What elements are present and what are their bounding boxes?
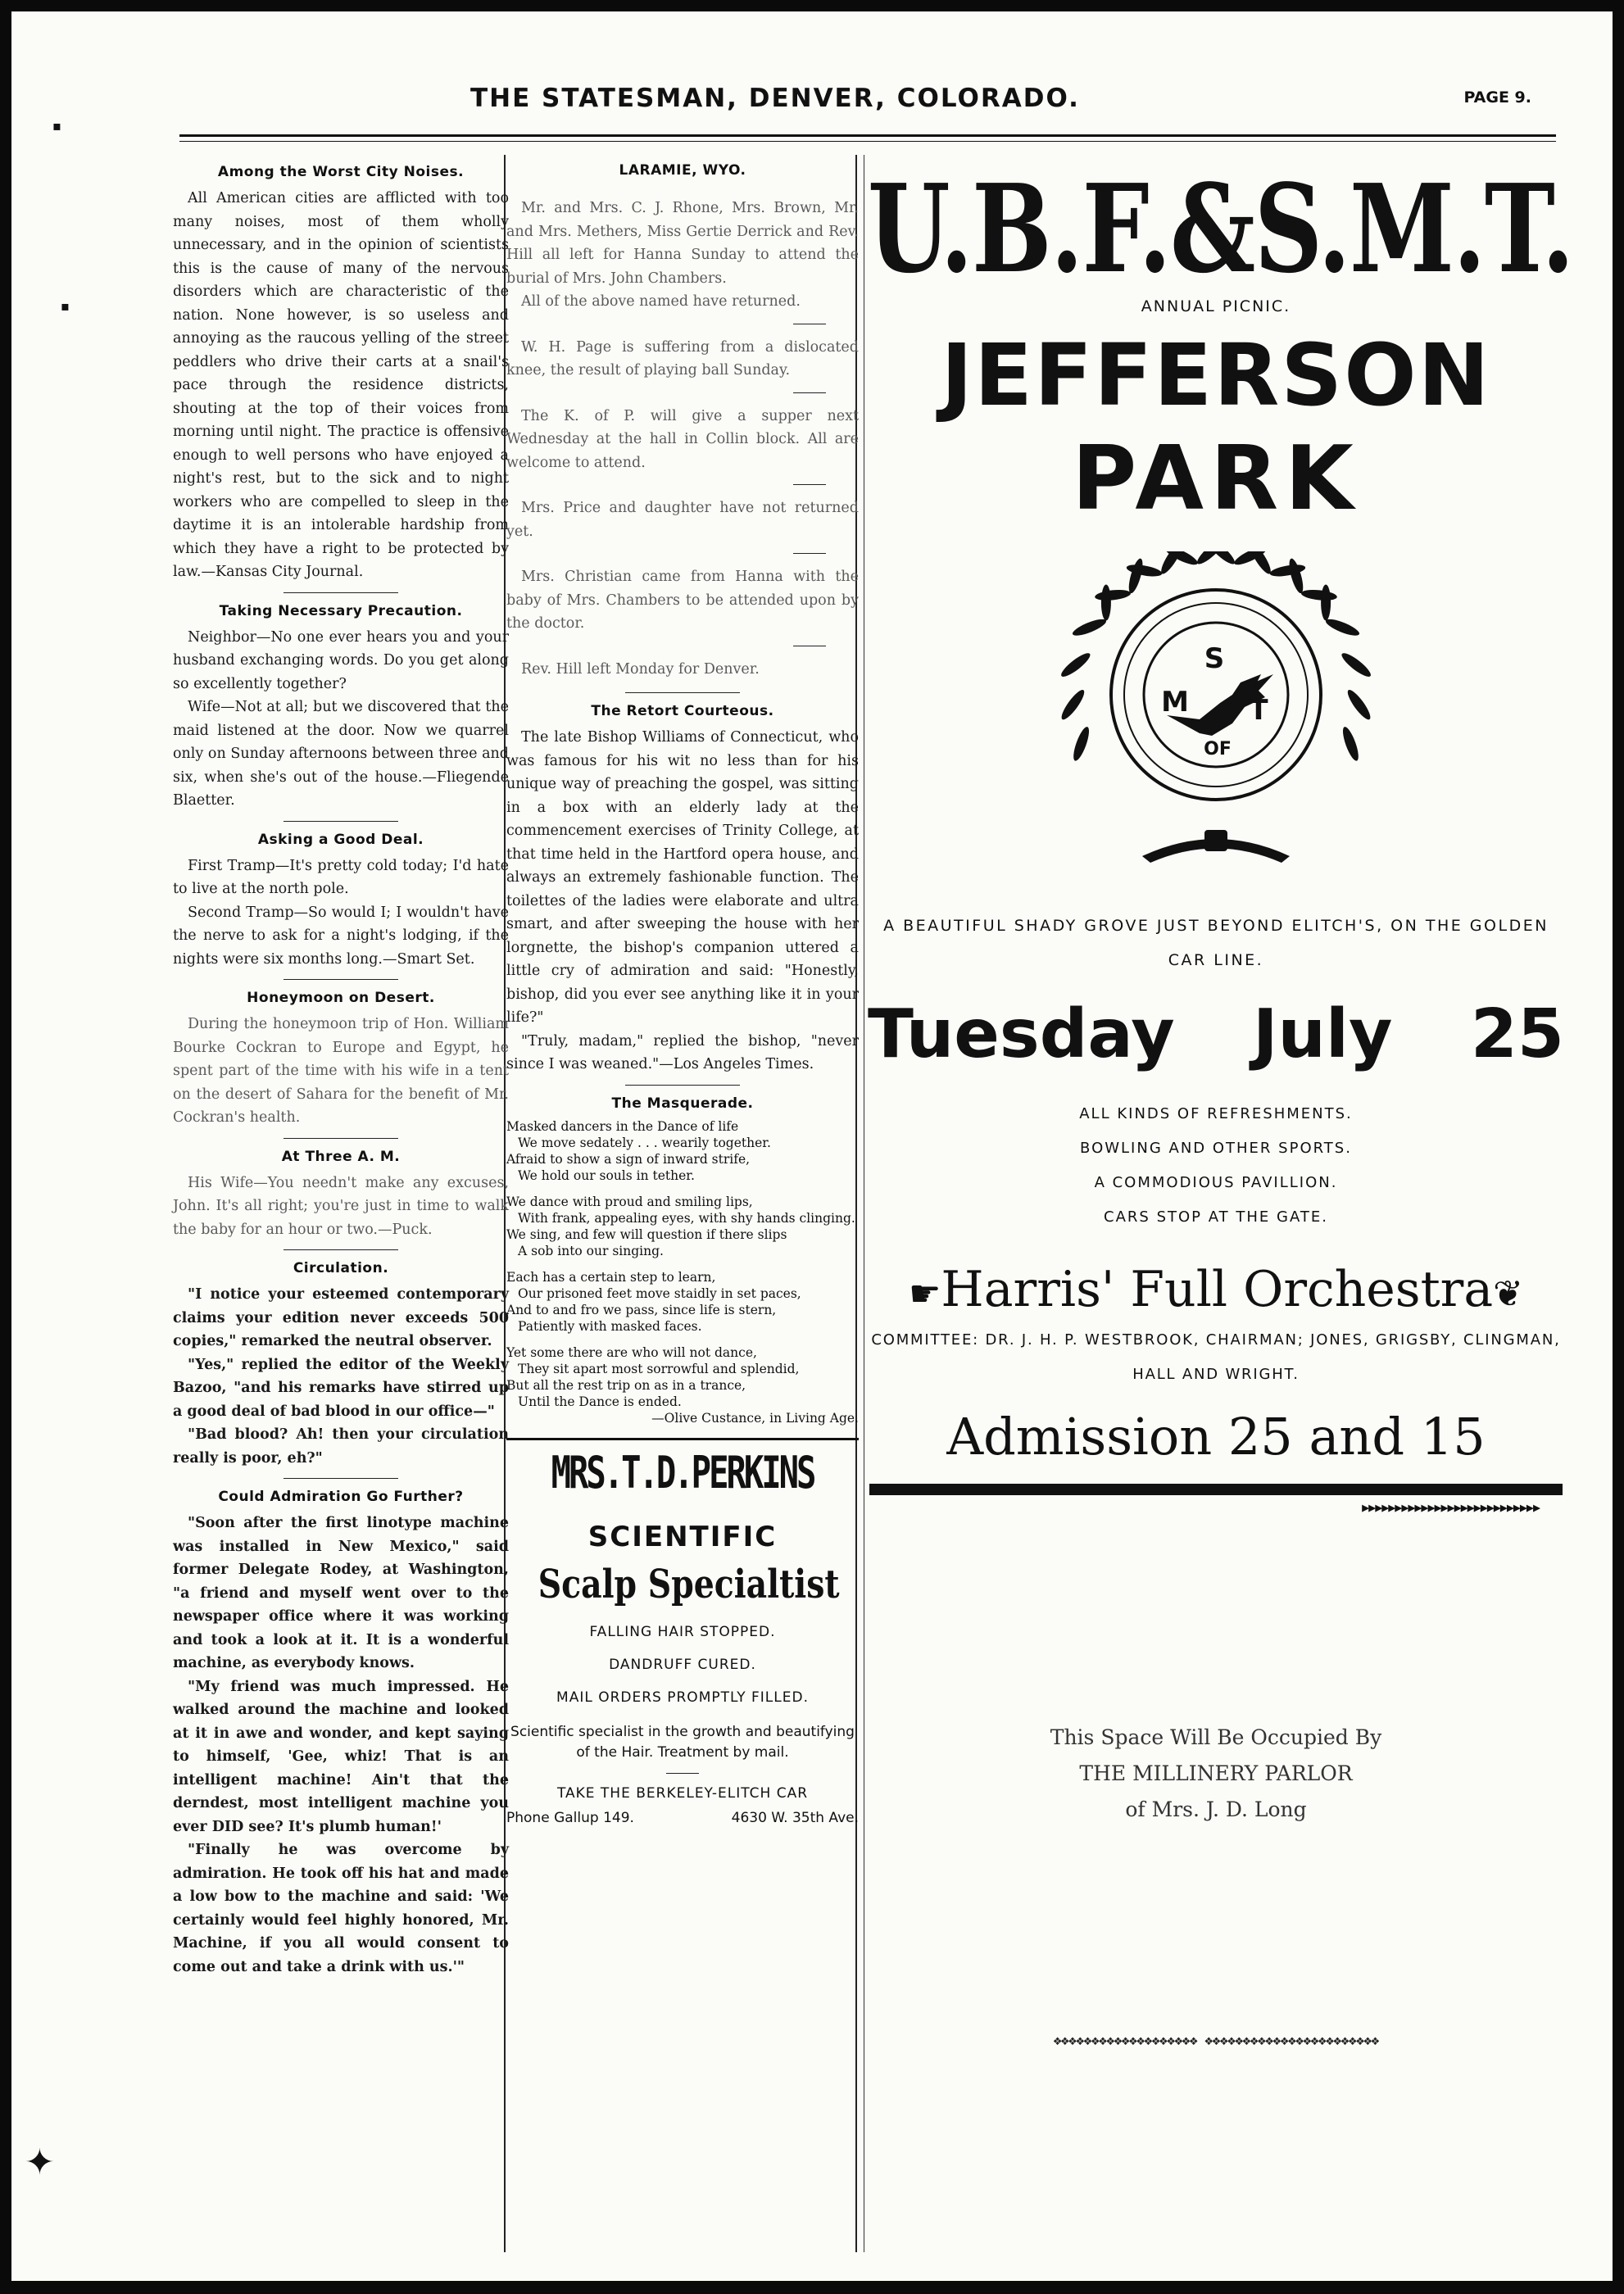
poem-line: Patiently with masked faces. — [518, 1318, 702, 1334]
millinery-line: of Mrs. J. D. Long — [1125, 1798, 1307, 1821]
poem-line: We dance with proud and smiling lips, — [506, 1194, 753, 1209]
poem-line: And to and fro we pass, since life is stern, — [506, 1302, 777, 1317]
poem-line: We sing, and few will question if there slips — [506, 1226, 787, 1242]
millinery-line: This Space Will Be Occupied By — [1050, 1725, 1382, 1749]
article-paragraph: "Truly, madam," replied the bishop, "never since I was weaned."—Los Angeles Times. — [506, 1032, 859, 1072]
millinery-line: THE MILLINERY PARLOR — [1079, 1761, 1353, 1785]
news-item: W. H. Page is suffering from a dislocated knee, the result of playing ball Sunday. — [506, 338, 859, 379]
article-paragraph: Neighbor—No one ever hears you and your husband exchanging words. Do you get along so excellently together? — [173, 628, 509, 692]
separator — [284, 1478, 398, 1479]
laramie-items — [506, 197, 859, 681]
poem-line: We hold our souls in tether. — [518, 1167, 695, 1183]
article-heading: At Three A. M. — [281, 1148, 401, 1165]
ad-annual: ANNUAL PICNIC. — [1141, 297, 1291, 315]
binding-dot-icon: ▪ — [52, 118, 61, 134]
separator — [625, 692, 740, 693]
binding-dot-icon: ▪ — [61, 298, 70, 314]
poem-line: But all the rest trip on as in a trance, — [506, 1377, 746, 1393]
ad-day: Tuesday — [868, 995, 1175, 1073]
news-item: Mrs. Christian came from Hanna with the baby of Mrs. Chambers to be attended upon by the doctor. — [506, 569, 859, 632]
separator — [284, 1249, 398, 1250]
separator — [793, 553, 826, 554]
poem-attribution: —Olive Custance, in Living Age. — [651, 1410, 859, 1426]
leaf-ornament-icon: ❦ — [1493, 1273, 1524, 1315]
ad-bottom-rule — [869, 1484, 1563, 1495]
article-paragraph: "Finally he was overcome by admiration. He took off his hat and made a low bow to the machine and said: 'We certainly would feel highly honored, Mr. Machine, if you all would consent to come out and take a drink with us.'" — [173, 1842, 509, 1975]
news-item: Mrs. Price and daughter have not returned yet. — [506, 500, 859, 540]
article-heading: Honeymoon on Desert. — [247, 990, 435, 1006]
article-paragraph: "I notice your esteemed contemporary claims your edition never exceeds 500 copies," remarked the neutral observer. — [173, 1286, 509, 1349]
poem-masquerade — [506, 1118, 859, 1426]
newspaper-page — [11, 11, 1613, 2281]
ad-date — [868, 995, 1564, 1074]
article-paragraph: "My friend was much impressed. He walked around the machine and looked at it in awe and wonder, and kept saying to himself, 'Gee, whiz! That is an intelligent machine! Ain't that the derndest, most intelligent machine you ever DID see? It's plumb human!' — [173, 1678, 509, 1835]
page-number: PAGE 9. — [1463, 88, 1531, 107]
ad-month: July — [1253, 995, 1393, 1073]
wreath-emblem-icon — [1044, 551, 1388, 895]
poem-line: We move sedately . . . wearily together. — [518, 1135, 771, 1150]
perkins-car: TAKE THE BERKELEY-ELITCH CAR — [556, 1784, 809, 1802]
ad-admission: Admission 25 and 15 — [946, 1407, 1486, 1467]
article-heading: Asking a Good Deal. — [257, 831, 424, 848]
ad-organization: U.B.F.&S.M.T. — [867, 157, 1574, 300]
perkins-phone: Phone Gallup 149. — [506, 1809, 634, 1826]
article-heading: The Retort Courteous. — [591, 703, 774, 719]
article-paragraph: "Bad blood? Ah! then your circulation really is poor, eh?" — [173, 1426, 509, 1467]
poem-line: With frank, appealing eyes, with shy hands clinging. — [518, 1210, 855, 1226]
article-paragraph: First Tramp—It's pretty cold today; I'd hate to live at the north pole. — [173, 857, 509, 897]
article-heading: Taking Necessary Precaution. — [219, 602, 463, 619]
masthead — [134, 84, 1560, 116]
column-2 — [506, 159, 859, 1826]
poem-line: Yet some there are who will not dance, — [506, 1344, 757, 1360]
emblem-letter: OF — [1204, 739, 1232, 759]
article-paragraph: All American cities are afflicted with too many noises, most of them wholly unnecessary, and in the opinion of scientists this is the cause of many of the nervous disorders which are characteristic of the nation. None however, is so useless and annoying as the raucous yelling of the street peddlers who drive their carts at a snail's pace through the residence districts, shouting at the top of their voices from morning until night. The practice is offensive enough to well persons who have enjoyed a night's rest, but to the sick and to night workers who are compelled to sleep in the daytime it is an intolerable hardship from which they have a right to be protected by law.—Kansas City Journal. — [173, 190, 509, 580]
article-heading: Could Admiration Go Further? — [218, 1489, 464, 1505]
separator — [284, 592, 398, 593]
news-item: The K. of P. will give a supper next Wednesday at the hall in Collin block. All are welcome to attend. — [506, 407, 859, 471]
news-item: All of the above named have returned. — [521, 293, 801, 310]
news-item: Rev. Hill left Monday for Denver. — [521, 660, 760, 678]
poem-line: Afraid to show a sign of inward strife, — [506, 1151, 751, 1167]
article-paragraph: "Soon after the first linotype machine was installed in New Mexico," said former Delegate Rodey, at Washington, "a friend and myself went over to the newspaper office where it was working and took a look at it. It is a wonderful machine, as everybody knows. — [173, 1515, 509, 1671]
ad-feature: ALL KINDS OF REFRESHMENTS. — [1079, 1105, 1353, 1122]
article-heading: The Masquerade. — [611, 1095, 754, 1112]
ad-feature: CARS STOP AT THE GATE. — [1104, 1208, 1328, 1226]
picnic-advertisement — [867, 157, 1574, 2049]
retort-article — [506, 726, 859, 1077]
emblem-letter: M — [1161, 686, 1189, 719]
perkins-footer — [506, 1810, 859, 1826]
emblem-letter: T — [1249, 694, 1268, 727]
ad-feature: BOWLING AND OTHER SPORTS. — [1080, 1140, 1352, 1157]
masthead-title: THE STATESMAN, DENVER, COLORADO. — [470, 84, 1080, 113]
article-heading: Among the Worst City Noises. — [217, 164, 465, 180]
article-heading: Circulation. — [293, 1260, 389, 1276]
perkins-scientific: SCIENTIFIC — [587, 1520, 778, 1553]
ad-rule — [506, 1438, 859, 1440]
poem-line: Until the Dance is ended. — [518, 1394, 682, 1409]
separator — [793, 484, 826, 485]
perkins-line: DANDRUFF CURED. — [609, 1656, 756, 1673]
ad-feature: A COMMODIOUS PAVILLION. — [1094, 1174, 1338, 1191]
masthead-rule — [179, 134, 1556, 137]
separator — [666, 1773, 699, 1774]
emblem-letter: S — [1204, 642, 1225, 675]
millinery-notice — [868, 1720, 1564, 1828]
article-paragraph: Second Tramp—So would I; I wouldn't have the nerve to ask for a night's lodging, if the nights were six months long.—Smart Set. — [173, 904, 509, 968]
separator — [284, 821, 398, 822]
binding-mark-icon: ✦ — [25, 2142, 55, 2183]
news-item: Mr. and Mrs. C. J. Rhone, Mrs. Brown, Mr. and Mrs. Methers, Miss Gertie Derrick and Rev. Hill all left for Hanna Sunday to attend the burial of Mrs. John Chambers. — [506, 200, 859, 287]
ad-orchestra-line — [868, 1261, 1564, 1323]
article-paragraph: The late Bishop Williams of Connecticut, who was famous for his wit no less than for his unique way of preaching the gospel, was sitting in a box with an elderly lady at the commencement exercises of Trinity College, at that time held in the Hartford opera house, and always an extremely fashionable function. The toilettes of the ladies were elaborate and ultra smart, and after sweeping the house with her lorgnette, the bishop's companion uttered a little cry of admiration and said: "Honestly, bishop, did you ever see anything like it in your life?" — [506, 729, 859, 1026]
poem-line: Masked dancers in the Dance of life — [506, 1118, 739, 1134]
perkins-ad — [506, 1447, 859, 1826]
article-paragraph: His Wife—You needn't make any excuses, John. It's all right; you're just in time to walk the baby for an hour or two.—Puck. — [173, 1174, 509, 1238]
perkins-address: 4630 W. 35th Ave. — [731, 1809, 859, 1826]
separator — [625, 1085, 740, 1086]
article-paragraph: Wife—Not at all; but we discovered that the maid listened at the door. Now we quarrel only on Sunday afternoons between three and six, when she's out of the house.—Fliegende Blaetter. — [173, 699, 509, 809]
separator — [284, 1138, 398, 1139]
article-paragraph: During the honeymoon trip of Hon. William Bourke Cockran to Europe and Egypt, he spent part of the time with his wife in a tent on the desert of Sahara for the benefit of Mr. Cockran's health. — [173, 1016, 509, 1126]
column-1 — [173, 159, 509, 1979]
separator — [284, 979, 398, 980]
perkins-line: MAIL ORDERS PROMPTLY FILLED. — [556, 1689, 809, 1706]
border-ornament-icon: ❖❖❖❖❖❖❖❖❖❖❖❖❖❖❖❖❖❖❖ ❖❖❖❖❖❖❖❖❖❖❖❖❖❖❖❖❖❖❖❖❖❖❖ — [1053, 2033, 1379, 2049]
article-heading: LARAMIE, WYO. — [619, 162, 746, 179]
ad-committee: COMMITTEE: DR. J. H. P. WESTBROOK, CHAIRMAN; JONES, GRIGSBY, CLINGMAN, HALL AND WRIGHT. — [871, 1331, 1561, 1383]
poem-line: Each has a certain step to learn, — [506, 1269, 716, 1285]
perkins-name: MRS.T.D.PERKINS — [551, 1446, 814, 1498]
perkins-line: FALLING HAIR STOPPED. — [589, 1623, 776, 1640]
perkins-text: Scientific specialist in the growth and beautifying of the Hair. Treatment by mail. — [510, 1723, 855, 1761]
ad-day-number: 25 — [1470, 995, 1564, 1073]
separator — [793, 392, 826, 393]
article-paragraph: "Yes," replied the editor of the Weekly Bazoo, "and his remarks have stirred up a good deal of bad blood in our office—" — [173, 1356, 509, 1420]
ad-features — [868, 1097, 1564, 1235]
pointing-hand-icon: ☛ — [908, 1273, 941, 1315]
ad-orchestra: Harris' Full Orchestra — [941, 1261, 1494, 1318]
ad-place-park: PARK — [1072, 428, 1360, 530]
poem-line: A sob into our singing. — [518, 1243, 664, 1258]
perkins-specialist: Scalp Specialtist — [538, 1561, 840, 1607]
arrow-border-ornament-icon: ▶▶▶▶▶▶▶▶▶▶▶▶▶▶▶▶▶▶▶▶▶▶▶▶▶▶▶ — [1362, 1500, 1540, 1515]
poem-line: They sit apart most sorrowful and splendid, — [518, 1361, 800, 1376]
ad-grove: A BEAUTIFUL SHADY GROVE JUST BEYOND ELITCH'S, ON THE GOLDEN CAR LINE. — [883, 917, 1549, 969]
poem-line: Our prisoned feet move staidly in set paces, — [518, 1285, 801, 1301]
masthead-rule-thin — [179, 141, 1556, 142]
ad-place-jefferson: JEFFERSON — [941, 325, 1491, 425]
